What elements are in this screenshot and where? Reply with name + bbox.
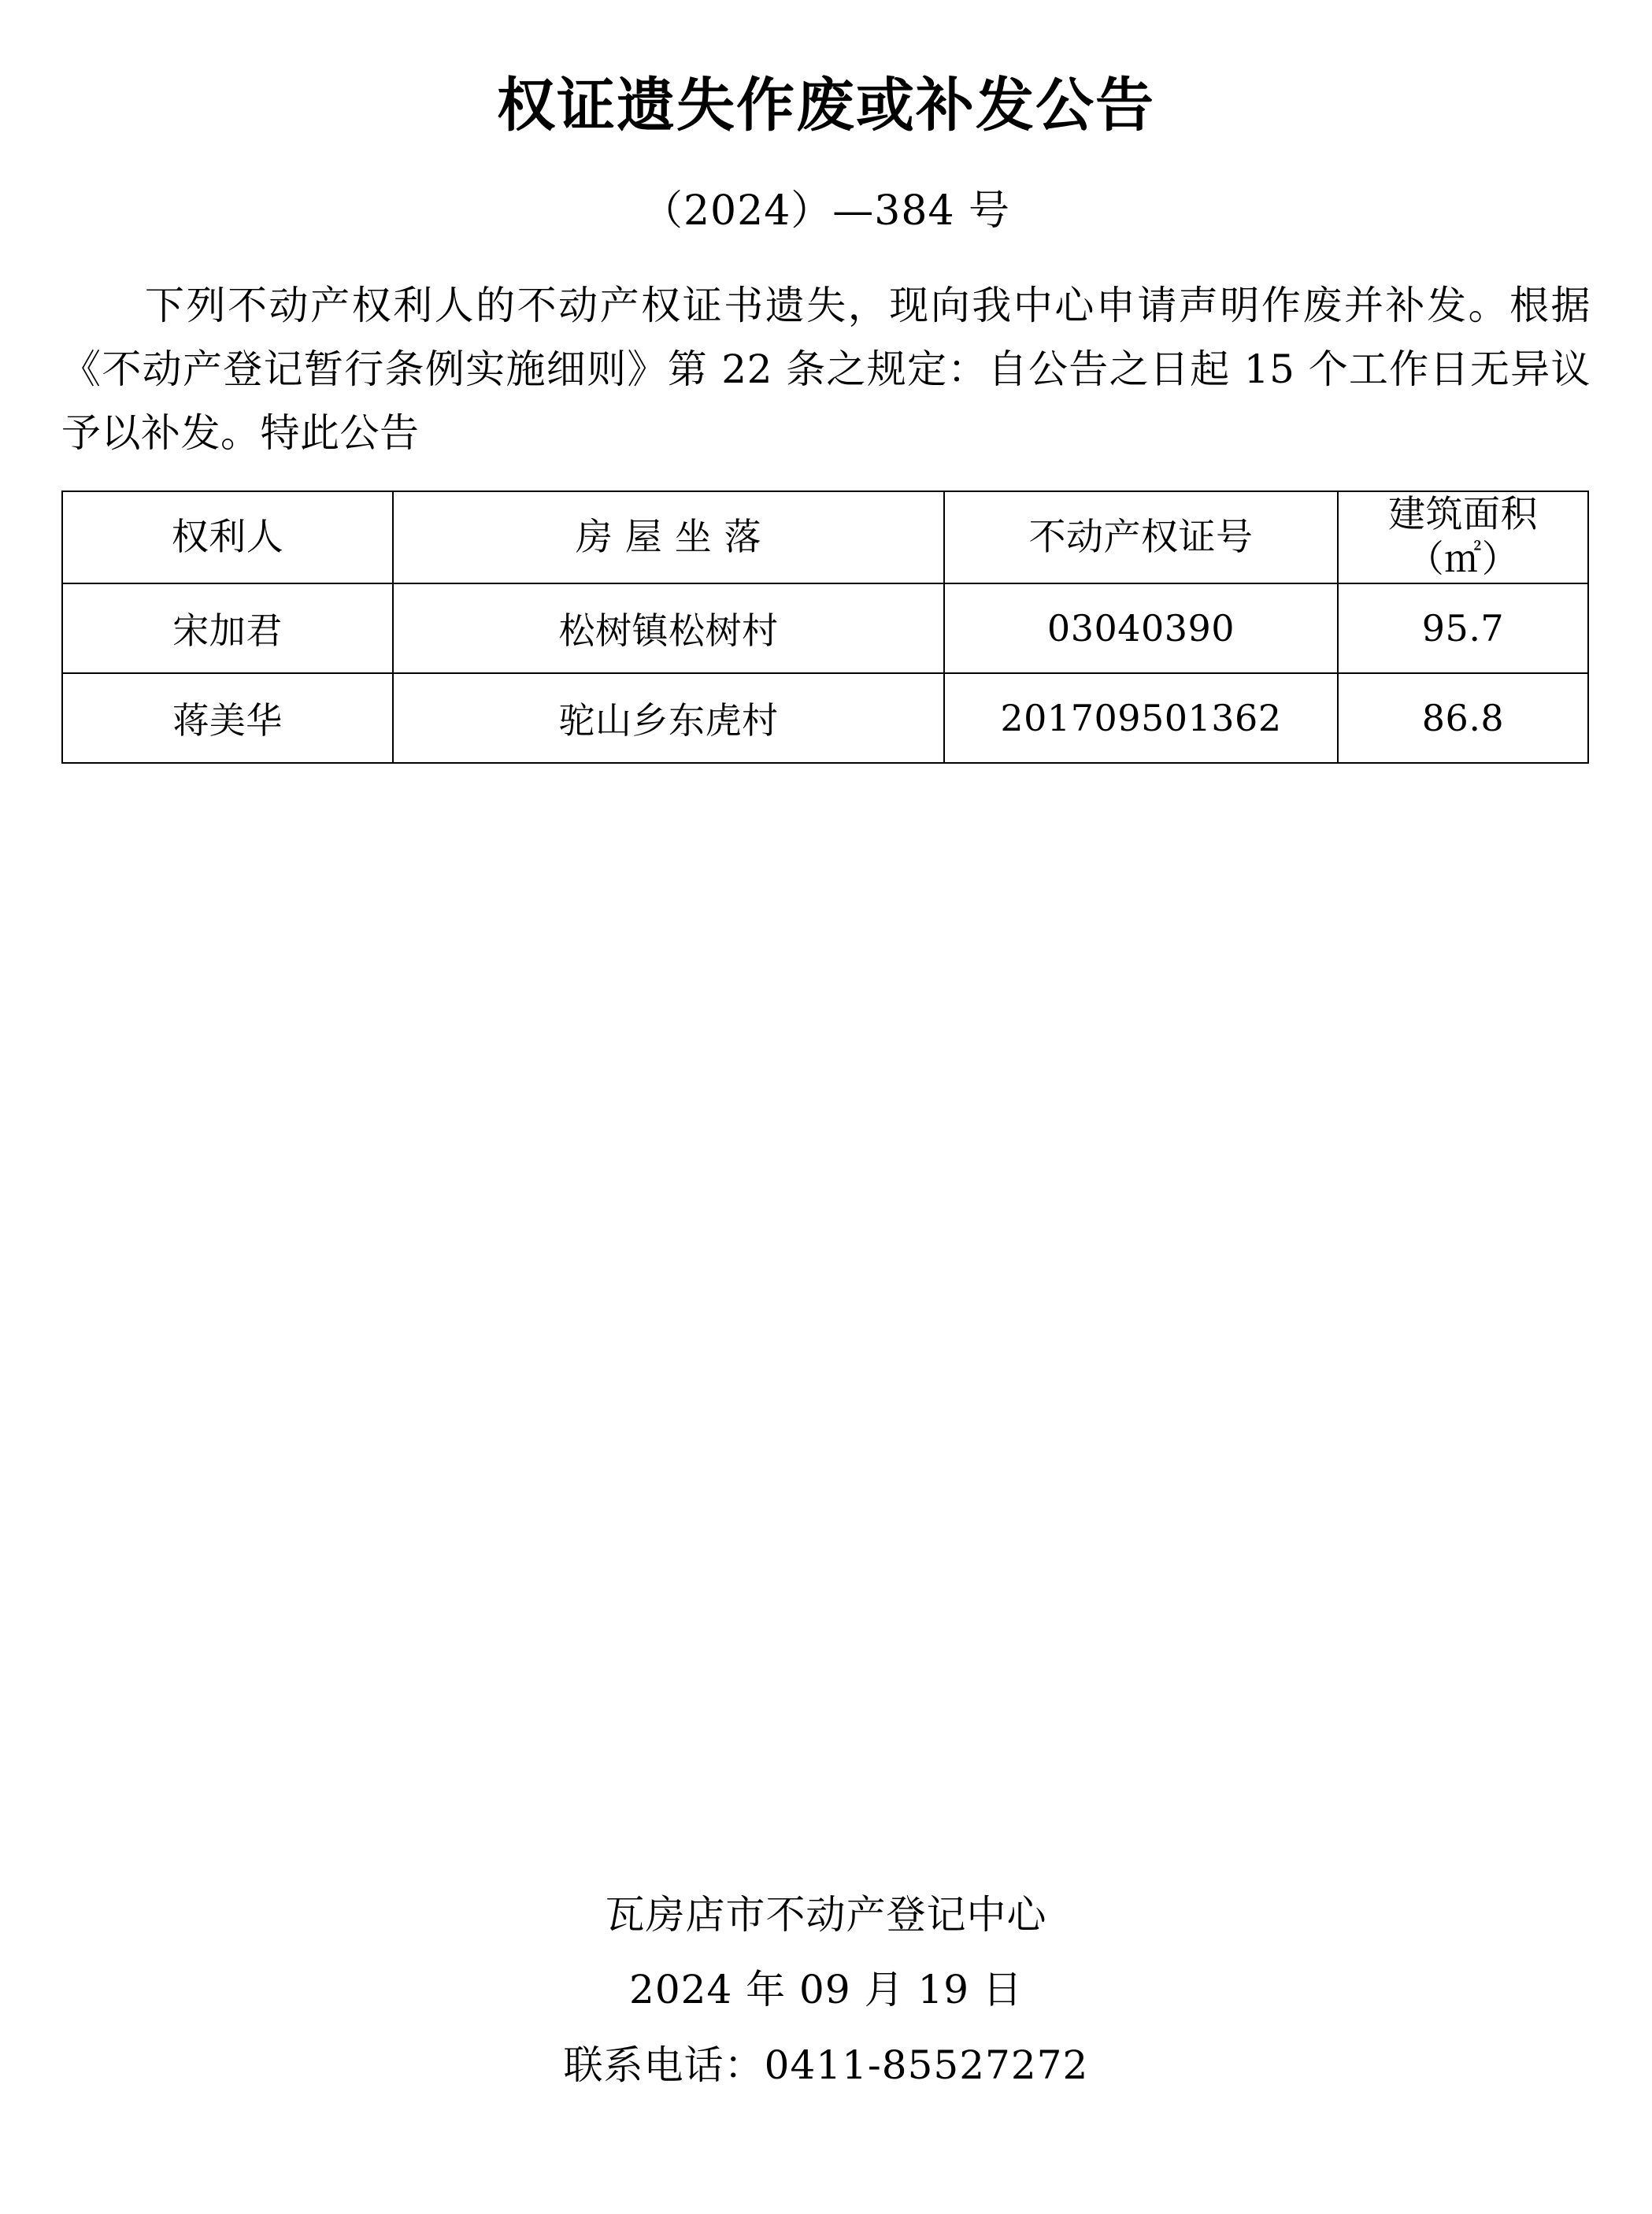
footer-date: 2024 年 09 月 19 日 — [629, 1967, 1023, 2012]
cell-certificate: 201709501362 — [944, 673, 1338, 763]
cell-area: 95.7 — [1338, 583, 1588, 673]
notice-body-text: 下列不动产权利人的不动产权证书遗失，现向我中心申请声明作废并补发。根据《不动产登记暂行条例实施细则》第 22 条之规定：自公告之日起 15 个工作日无异议予以补发。特此公告 — [61, 283, 1591, 457]
cell-area: 86.8 — [1338, 673, 1588, 763]
notice-body — [61, 236, 1591, 465]
column-header-certificate: 不动产权证号 — [944, 491, 1338, 583]
column-header-area-line2: （㎡） — [1406, 538, 1520, 582]
footer-phone: 联系电话：0411-85527272 — [563, 2042, 1089, 2088]
column-header-area — [1338, 491, 1588, 583]
notice-table — [61, 491, 1589, 764]
cell-address: 松树镇松树村 — [393, 583, 944, 673]
cell-owner: 宋加君 — [62, 583, 393, 673]
table-row — [62, 583, 1588, 673]
column-header-address: 房 屋 坐 落 — [393, 491, 944, 583]
column-header-area-line1: 建筑面积 — [1388, 493, 1538, 537]
cell-address: 驼山乡东虎村 — [393, 673, 944, 763]
footer-issuer: 瓦房店市不动产登记中心 — [605, 1891, 1047, 1938]
document-footer — [0, 1885, 1652, 2097]
cell-certificate: 03040390 — [944, 583, 1338, 673]
table-header-row — [62, 491, 1588, 583]
table-row — [62, 673, 1588, 763]
document-number: （2024）—384 号 — [641, 187, 1011, 235]
page-title: 权证遗失作废或补发公告 — [497, 72, 1155, 139]
cell-owner: 蒋美华 — [62, 673, 393, 763]
column-header-owner: 权利人 — [62, 491, 393, 583]
